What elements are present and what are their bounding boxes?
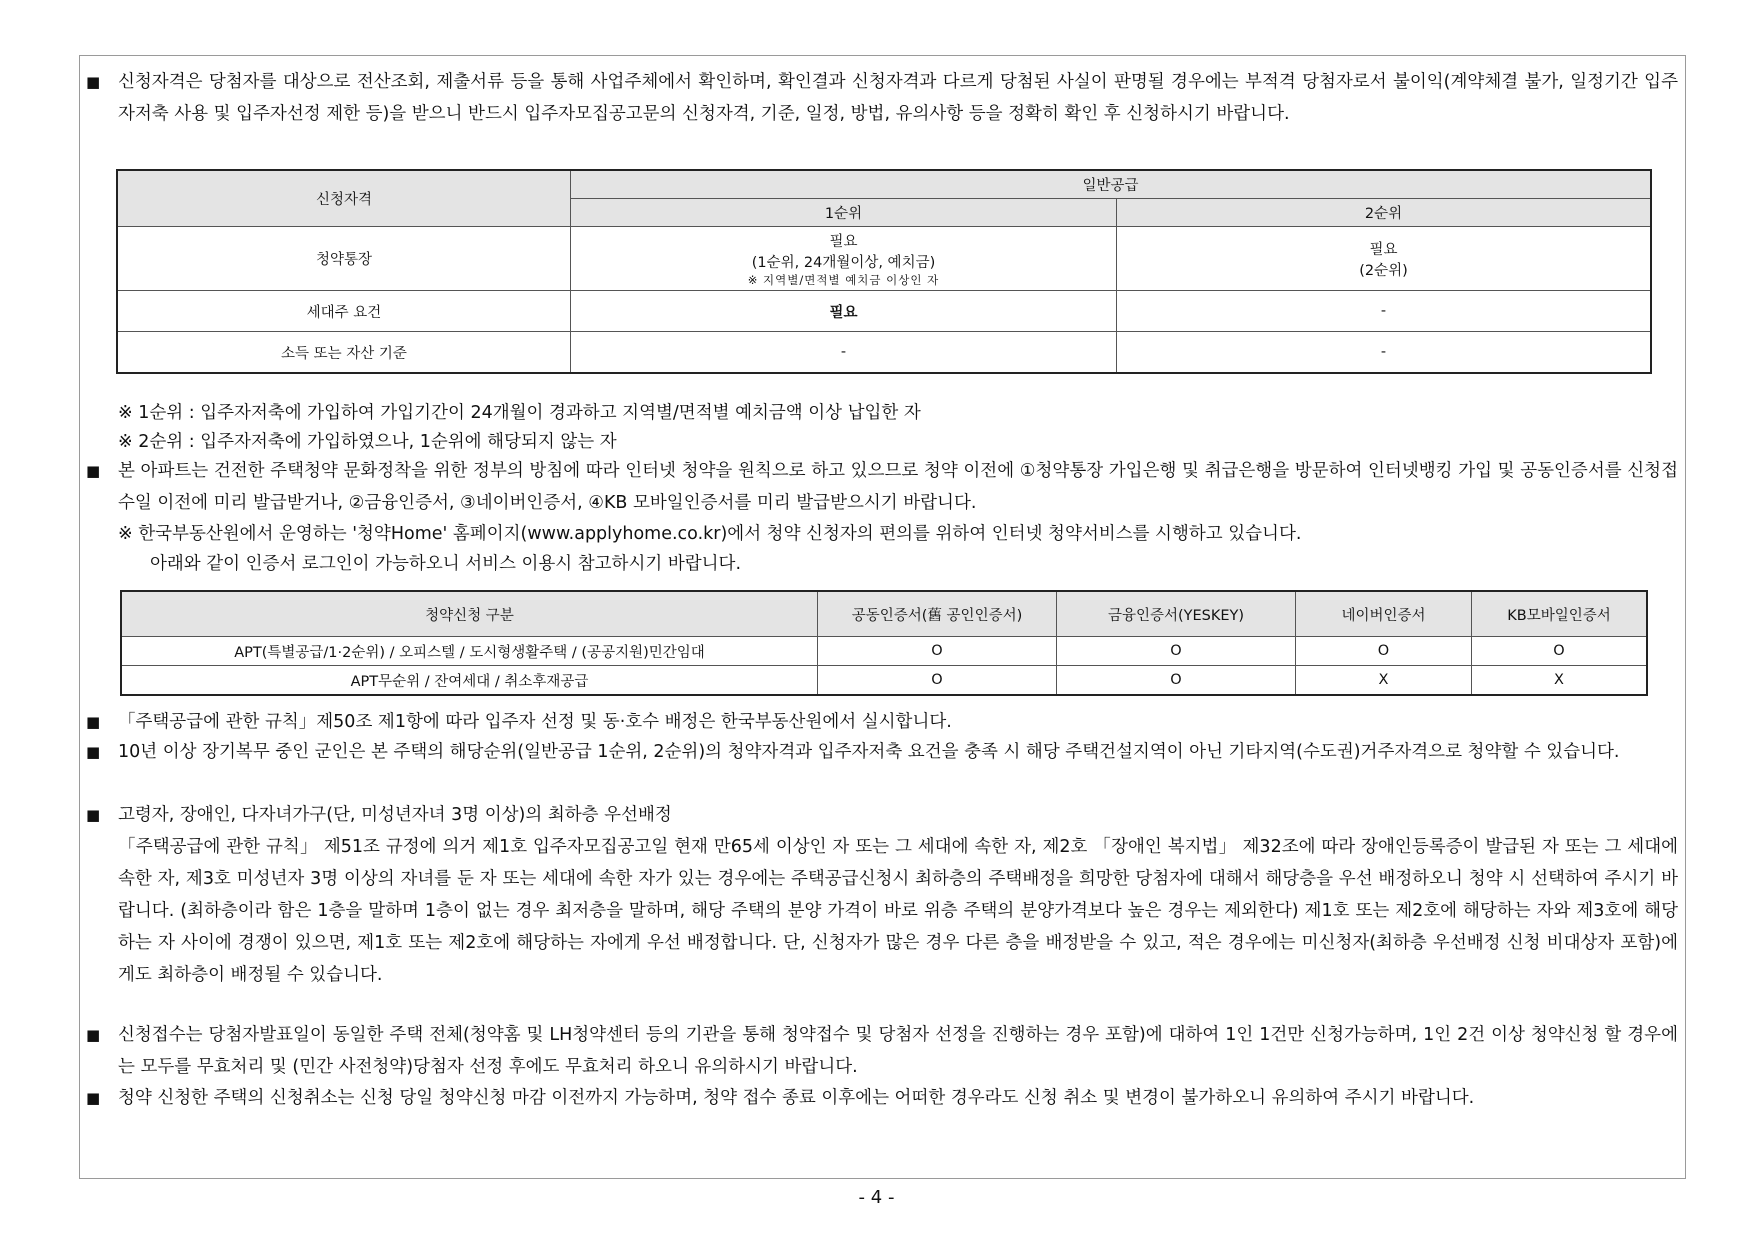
cell-line: (1순위, 24개월이상, 예치금): [751, 254, 936, 271]
paragraph-text: 신청자격은 당첨자를 대상으로 전산조회, 제출서류 등을 통해 사업주체에서 확인하며, 확인결과 신청자격과 다르게 당첨된 사실이 판명될 경우에는 부적격 당첨자로서 불이익(계약체결 불가, 일정기간 입주자저축 사용 및 입주자선정 제한 등)을 받으니 반드시 입주자모집공고문의 신청자격, 기준, 일정, 방법, 유의사항 등을 정확히 확인 후 신청하시기 바랍니다.: [118, 72, 1678, 124]
row-label: 청약통장: [117, 227, 571, 291]
bullet-icon: ■: [86, 713, 101, 731]
paragraph-internet-application: [86, 455, 1686, 519]
bullet-icon: ■: [86, 1026, 101, 1044]
header-naver-cert: 네이버인증서: [1296, 591, 1472, 637]
table-cell: X: [1296, 666, 1472, 696]
table-cell: [571, 227, 1117, 291]
table-row: [121, 666, 1647, 696]
table-cell: O: [818, 637, 1057, 666]
header-rank1: 1순위: [571, 199, 1117, 227]
header-qualification: 신청자격: [117, 170, 571, 227]
row-label: 소득 또는 자산 기준: [117, 332, 571, 374]
table-cell: X: [1472, 666, 1648, 696]
cell-note: ※ 지역별/면적별 예치금 이상인 자: [747, 272, 940, 287]
table-cell: 필요: [571, 291, 1117, 332]
note-applyhome: ※ 한국부동산원에서 운영하는 '청약Home' 홈페이지(www.applyhome.co.kr)에서 청약 신청자의 편의를 위하여 인터넷 청약서비스를 시행하고 있습니다.: [118, 524, 1302, 544]
paragraph-military: [86, 736, 1686, 768]
bullet-icon: ■: [86, 1089, 101, 1107]
paragraph-eligibility: [86, 66, 1686, 130]
header-general-supply: 일반공급: [571, 170, 1652, 199]
paragraph-text: 본 아파트는 건전한 주택청약 문화정착을 위한 정부의 방침에 따라 인터넷 청약을 원칙으로 하고 있으므로 청약 이전에 ①청약통장 가입은행 및 취급은행을 방문하여 인터넷뱅킹 가입 및 공동인증서를 신청접수일 이전에 미리 발급받거나, ②금융인증서, ③네이버인증서, ④KB 모바일인증서를 미리 발급받으시기 바랍니다.: [118, 461, 1678, 513]
table-row: [117, 291, 1651, 332]
paragraph-text: 신청접수는 당첨자발표일이 동일한 주택 전체(청약홈 및 LH청약센터 등의 기관을 통해 청약접수 및 당첨자 선정을 진행하는 경우 포함)에 대하여 1인 1건만 신청가능하며, 1인 2건 이상 청약신청 할 경우에는 모두를 무효처리 및 (민간 사전청약)당첨자 선정 후에도 무효처리 하오니 유의하시기 바랍니다.: [118, 1025, 1678, 1077]
certificate-table: [120, 590, 1648, 696]
table-cell: [1117, 227, 1652, 291]
paragraph-text: 「주택공급에 관한 규칙」제50조 제1항에 따라 입주자 선정 및 동·호수 배정은 한국부동산원에서 실시합니다.: [118, 712, 952, 732]
row-label: 세대주 요건: [117, 291, 571, 332]
table-cell: O: [818, 666, 1057, 696]
table-cell: O: [1057, 637, 1296, 666]
bullet-icon: ■: [86, 806, 101, 824]
header-financial-cert: 금융인증서(YESKEY): [1057, 591, 1296, 637]
paragraph-lowest-floor: [86, 799, 1686, 991]
table-cell: O: [1296, 637, 1472, 666]
table-row: [121, 637, 1647, 666]
table-cell: APT(특별공급/1·2순위) / 오피스텔 / 도시형생활주택 / (공공지원)민간임대: [121, 637, 818, 666]
table-cell: APT무순위 / 잔여세대 / 취소후재공급: [121, 666, 818, 696]
paragraph-cancellation: [86, 1082, 1686, 1114]
paragraph-text: 청약 신청한 주택의 신청취소는 신청 당일 청약신청 마감 이전까지 가능하며, 청약 접수 종료 이후에는 어떠한 경우라도 신청 취소 및 변경이 불가하오니 유의하여 주시기 바랍니다.: [118, 1088, 1475, 1108]
header-kb-cert: KB모바일인증서: [1472, 591, 1648, 637]
eligibility-table: [116, 169, 1652, 374]
cell-line: 필요: [1369, 241, 1398, 258]
table-cell: -: [1117, 291, 1652, 332]
table-row: [117, 227, 1651, 291]
header-rank2: 2순위: [1117, 199, 1652, 227]
paragraph-title: 고령자, 장애인, 다자녀가구(단, 미성년자녀 3명 이상)의 최하층 우선배정: [118, 805, 672, 825]
header-type: 청약신청 구분: [121, 591, 818, 637]
paragraph-text: 10년 이상 장기복무 중인 군인은 본 주택의 해당순위(일반공급 1순위, 2순위)의 청약자격과 입주자저축 요건을 충족 시 해당 주택건설지역이 아닌 기타지역(수도권)거주자격으로 청약할 수 있습니다.: [118, 742, 1620, 762]
note-rank2: ※ 2순위 : 입주자저축에 가입하였으나, 1순위에 해당되지 않는 자: [118, 432, 617, 452]
page-number: - 4 -: [858, 1187, 895, 1208]
table-cell: -: [1117, 332, 1652, 374]
paragraph-text: 「주택공급에 관한 규칙」 제51조 규정에 의거 제1호 입주자모집공고일 현재 만65세 이상인 자 또는 그 세대에 속한 자, 제2호 「장애인 복지법」 제32조에 따라 장애인등록증이 발급된 자 또는 그 세대에 속한 자, 제3호 미성년자 3명 이상의 자녀를 둔 자 또는 세대에 속한 자가 있는 경우에는 주택공급신청시 최하층의 주택배정을 희망한 당첨자에 대해서 해당층을 우선 배정하오니 청약 시 선택하여 주시기 바랍니다. (최하층이라 함은 1층을 말하며 1층이 없는 경우 최저층을 말하며, 해당 주택의 분양 가격이 바로 위층 주택의 분양가격보다 높은 경우는 제외한다) 제1호 또는 제2호에 해당하는 자와 제3호에 해당하는 자 사이에 경쟁이 있으면, 제1호 또는 제2호에 해당하는 자에게 우선 배정합니다. 단, 신청자가 많은 경우 다른 층을 배정받을 수 있고, 적은 경우에는 미신청자(최하층 우선배정 신청 비대상자 포함)에게도 최하층이 배정될 수 있습니다.: [118, 837, 1678, 985]
table-row: [117, 332, 1651, 374]
cell-line: (2순위): [1359, 262, 1408, 279]
note-certificate: 아래와 같이 인증서 로그인이 가능하오니 서비스 이용시 참고하시기 바랍니다.: [150, 554, 742, 574]
table-cell: O: [1472, 637, 1648, 666]
bullet-icon: ■: [86, 743, 101, 761]
cell-line: 필요: [829, 233, 858, 250]
note-rank1: ※ 1순위 : 입주자저축에 가입하여 가입기간이 24개월이 경과하고 지역별/면적별 예치금액 이상 납입한 자: [118, 403, 921, 423]
paragraph-rules: [86, 706, 1686, 738]
table-cell: O: [1057, 666, 1296, 696]
table-cell: -: [571, 332, 1117, 374]
paragraph-single-application: [86, 1019, 1686, 1083]
bullet-icon: ■: [86, 462, 101, 480]
header-joint-cert: 공동인증서(舊 공인인증서): [818, 591, 1057, 637]
bullet-icon: ■: [86, 73, 101, 91]
